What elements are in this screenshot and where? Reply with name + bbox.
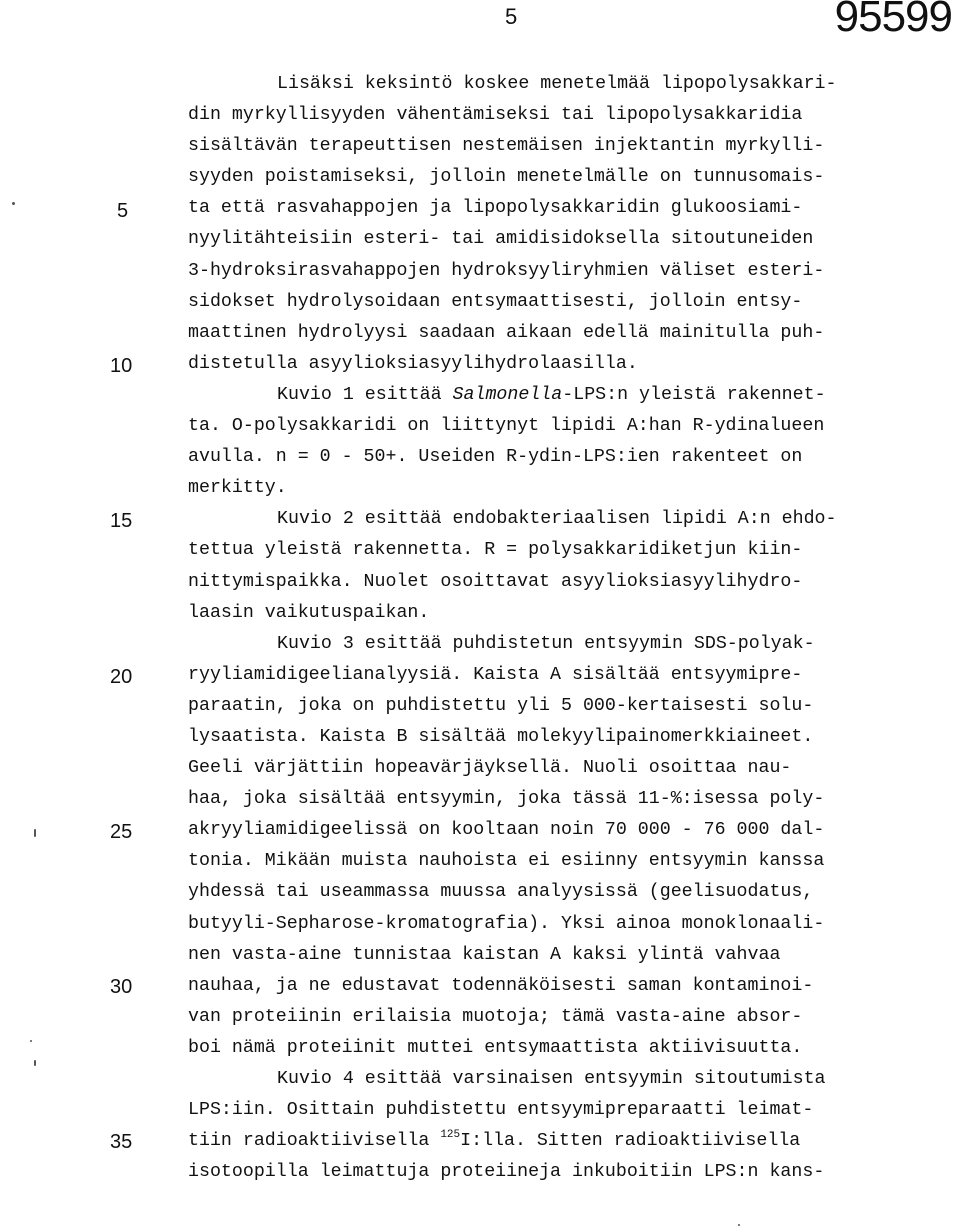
text-line: din myrkyllisyyden vähentämiseksi tai lipopolysakkaridia — [188, 105, 803, 126]
text-line: haa, joka sisältää entsyymin, joka tässä 11-%:isessa poly- — [188, 789, 825, 810]
text-line: Lisäksi keksintö koskee menetelmää lipopolysakkari- — [277, 74, 837, 94]
text-line: butyyli-Sepharose-kromatografia). Yksi ainoa monoklonaali- — [188, 913, 825, 934]
text-line: nittymispaikka. Nuolet osoittavat asyylioksiasyylihydro- — [188, 571, 803, 592]
page-number: 5 — [505, 4, 518, 29]
text-line: avulla. n = 0 - 50+. Useiden R-ydin-LPS:ien rakenteet on — [188, 447, 803, 468]
text-line: ryyliamidigeelianalyysiä. Kaista A sisältää entsyymipre- — [188, 664, 803, 685]
text-line: maattinen hydrolyysi saadaan aikaan edellä mainitulla puh- — [188, 322, 825, 343]
text-line: syyden poistamiseksi, jolloin menetelmälle on tunnusomais- — [188, 167, 825, 188]
text-line: tettua yleistä rakennetta. R = polysakkaridiketjun kiin- — [188, 540, 803, 561]
text-line: nen vasta-aine tunnistaa kaistan A kaksi ylintä vahvaa — [188, 944, 781, 965]
text-line: ta että rasvahappojen ja lipopolysakkaridin glukoosiami- — [188, 198, 803, 219]
text-fragment: Kuvio 1 esittää — [277, 384, 453, 405]
line-number-25: 25 — [110, 821, 133, 843]
scan-speck — [738, 1224, 740, 1226]
line-number-10: 10 — [110, 355, 133, 377]
text-line: distetulla asyylioksiasyylihydrolaasilla. — [188, 353, 638, 374]
text-line: van proteiinin erilaisia muotoja; tämä vasta-aine absor- — [188, 1006, 803, 1027]
text-line: lysaatista. Kaista B sisältää molekyylipainomerkkiaineet. — [188, 726, 814, 747]
scan-speck — [12, 202, 15, 205]
text-line: isotoopilla leimattuja proteiineja inkuboitiin LPS:n kans- — [188, 1162, 825, 1183]
text-line: paraatin, joka on puhdistettu yli 5 000-kertaisesti solu- — [188, 695, 814, 716]
text-line: LPS:iin. Osittain puhdistettu entsyymipreparaatti leimat- — [188, 1100, 814, 1121]
paragraph-3 — [188, 504, 928, 628]
text-fragment: tiin radioaktiivisella — [188, 1131, 441, 1152]
text-line — [188, 380, 928, 411]
text-line: merkitty. — [188, 478, 287, 499]
line-number-20: 20 — [110, 666, 133, 688]
italic-term: Salmonella — [452, 384, 563, 405]
text-line — [188, 1126, 928, 1157]
line-number-15: 15 — [110, 510, 133, 532]
text-line: laasin vaikutuspaikan. — [188, 602, 430, 623]
isotope-superscript: 125 — [440, 1129, 461, 1142]
scan-speck — [34, 1060, 36, 1066]
body-text — [188, 69, 928, 1188]
text-fragment: I:lla. Sitten radioaktiivisella — [460, 1131, 801, 1152]
text-fragment: -LPS:n yleistä rakennet- — [562, 384, 826, 405]
text-line: nauhaa, ja ne edustavat todennäköisesti saman kontaminoi- — [188, 975, 814, 996]
line-number-5: 5 — [117, 200, 129, 222]
text-line: Kuvio 2 esittää endobakteriaalisen lipidi A:n ehdo- — [277, 509, 837, 530]
line-number-35: 35 — [110, 1131, 133, 1153]
text-line: tonia. Mikään muista nauhoista ei esiinny entsyymin kanssa — [188, 851, 825, 872]
line-number-gutter — [0, 0, 190, 1232]
patent-number: 95599 — [834, 0, 952, 41]
text-line: Geeli värjättiin hopeavärjäyksellä. Nuoli osoittaa nau- — [188, 758, 792, 779]
text-line: Kuvio 3 esittää puhdistetun entsyymin SDS-polyak- — [277, 633, 815, 654]
scan-speck — [30, 1040, 32, 1042]
scan-speck — [34, 829, 36, 837]
line-number-30: 30 — [110, 976, 133, 998]
text-line: sidokset hydrolysoidaan entsymaattisesti, jolloin entsy- — [188, 291, 803, 312]
paragraph-4 — [188, 629, 928, 1064]
paragraph-1 — [188, 69, 928, 380]
text-line: yhdessä tai useammassa muussa analyysissä (geelisuodatus, — [188, 882, 814, 903]
text-line: 3-hydroksirasvahappojen hydroksyyliryhmien väliset esteri- — [188, 260, 825, 281]
text-line: boi nämä proteiinit muttei entsymaattista aktiivisuutta. — [188, 1037, 803, 1058]
paragraph-2 — [188, 380, 928, 504]
text-line: sisältävän terapeuttisen nestemäisen injektantin myrkylli- — [188, 136, 825, 157]
paragraph-5 — [188, 1064, 928, 1188]
text-line: ta. O-polysakkaridi on liittynyt lipidi A:han R-ydinalueen — [188, 416, 825, 437]
text-line: akryyliamidigeelissä on kooltaan noin 70 000 - 76 000 dal- — [188, 820, 825, 841]
text-line: nyylitähteisiin esteri- tai amidisidoksella sitoutuneiden — [188, 229, 814, 250]
text-line: Kuvio 4 esittää varsinaisen entsyymin sitoutumista — [277, 1069, 826, 1089]
